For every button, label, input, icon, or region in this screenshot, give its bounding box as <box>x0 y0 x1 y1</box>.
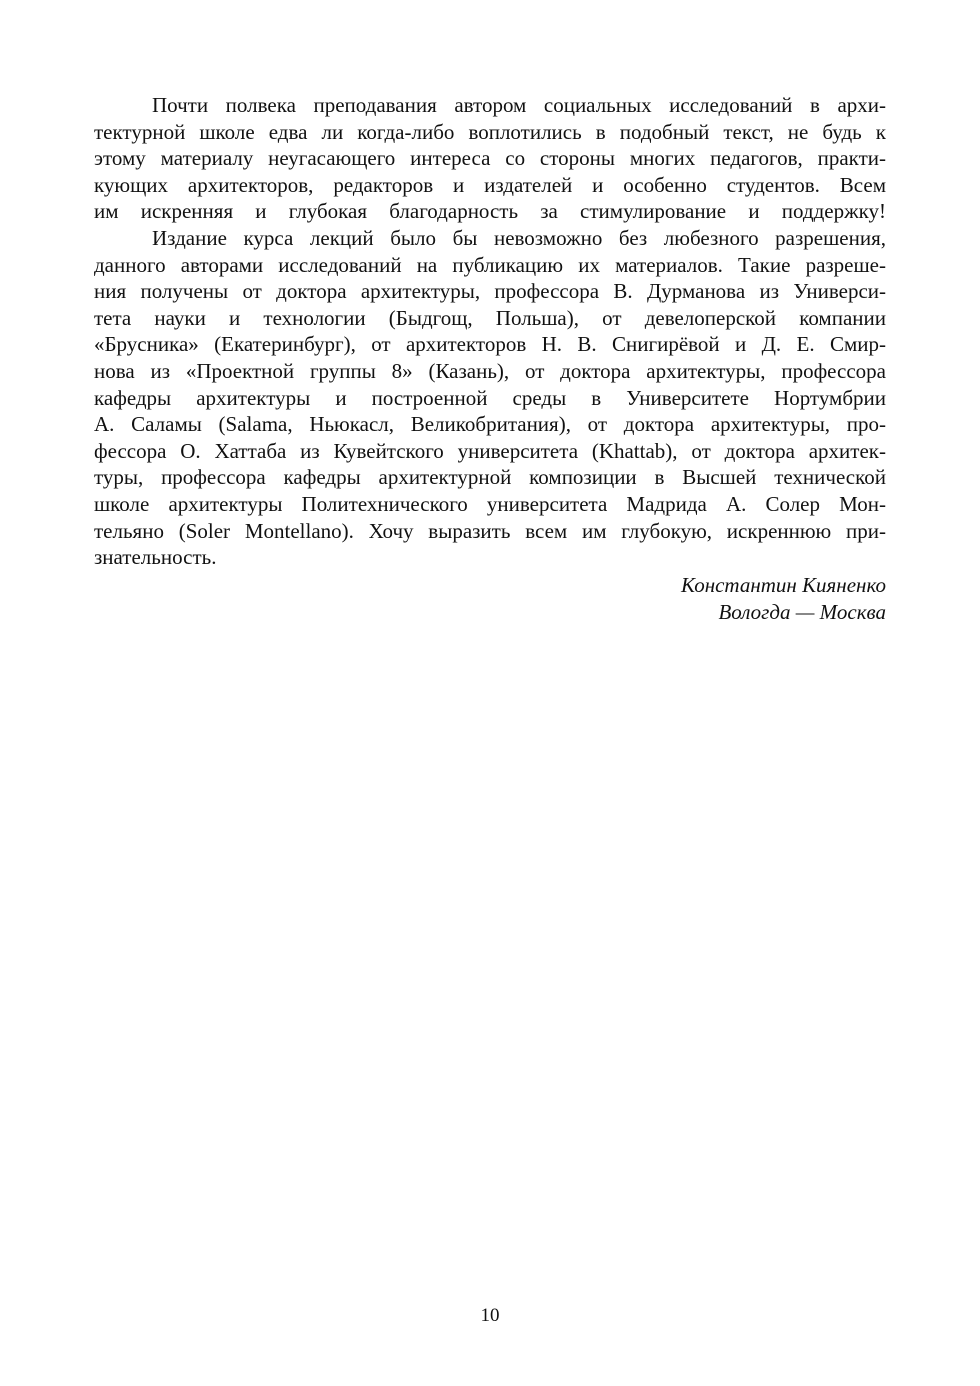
paragraph-acknowledgement-2 <box>94 225 886 571</box>
text-line: знательность. <box>94 545 217 570</box>
author-name: Константин Кияненко <box>681 573 886 597</box>
place-line: Вологда — Москва <box>718 599 886 624</box>
main-text <box>94 92 886 571</box>
text-line: туры, профессора кафедры архитектурной композиции в Высшей технической <box>94 465 886 490</box>
text-line: школе архитектуры Политехнического университета Мадрида А. Солер Мон- <box>94 491 886 516</box>
text-line: Почти полвека преподавания автором социальных исследований в архи- <box>152 93 886 117</box>
text-line: им искренняя и глубокая благодарность за стимулирование и поддержку! <box>94 199 886 224</box>
text-line: «Брусника» (Екатеринбург), от архитекторов Н. В. Снигирёвой и Д. Е. Смир- <box>94 332 886 357</box>
paragraph-acknowledgement-1 <box>94 92 886 225</box>
text-line: фессора О. Хаттаба из Кувейтского университета (Khattab), от доктора архитек- <box>94 438 886 463</box>
text-line: ния получены от доктора архитектуры, профессора В. Дурманова из Универси- <box>94 279 886 304</box>
text-line: А. Саламы (Salama, Ньюкасл, Великобритания), от доктора архитектуры, про- <box>94 412 886 437</box>
page-number: 10 <box>480 1305 500 1326</box>
text-line: данного авторами исследований на публикацию их материалов. Такие разреше- <box>94 252 886 277</box>
text-line: тельяно (Soler Montellano). Хочу выразить всем им глубокую, искреннюю при- <box>94 518 886 543</box>
text-line: нова из «Проектной группы 8» (Казань), от доктора архитектуры, профессора <box>94 358 886 383</box>
text-line: кующих архитекторов, редакторов и издателей и особенно студентов. Всем <box>94 172 886 197</box>
text-line: тектурной школе едва ли когда-либо воплотились в подобный текст, не будь к <box>94 119 886 144</box>
text-line: кафедры архитектуры и построенной среды в Университете Нортумбрии <box>94 385 886 410</box>
text-line: Издание курса лекций было бы невозможно без любезного разрешения, <box>152 225 886 250</box>
text-line: тета науки и технологии (Быдгощ, Польша), от девелоперской компании <box>94 305 886 330</box>
text-line: этому материалу неугасающего интереса со стороны многих педагогов, практи- <box>94 146 886 171</box>
signature-block <box>681 572 886 625</box>
